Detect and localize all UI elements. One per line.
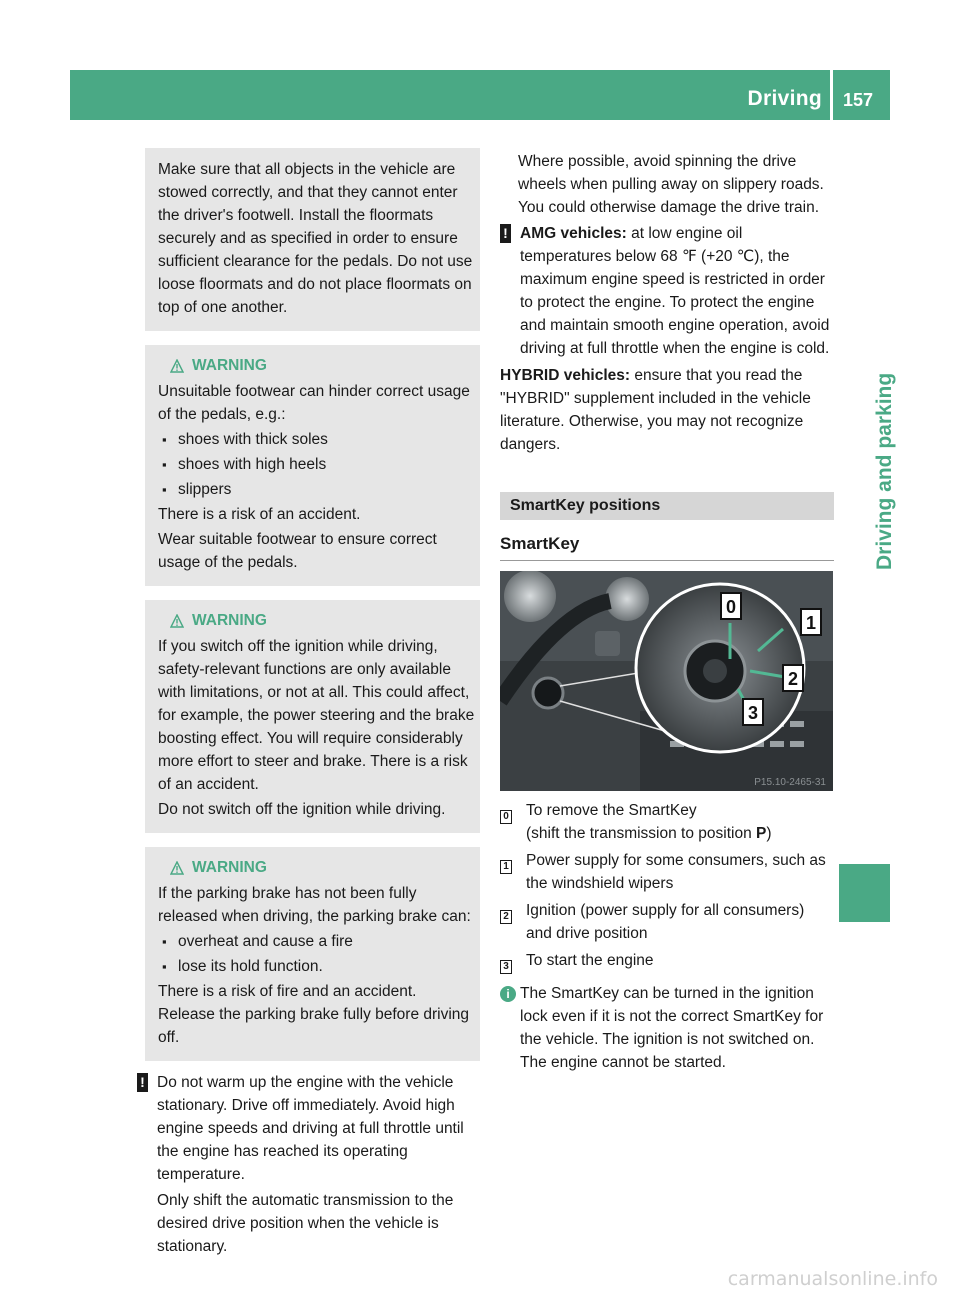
gauge-right [605, 577, 649, 621]
bullet-item: ▪ shoes with thick soles [162, 431, 328, 448]
floormat-notice [145, 148, 480, 331]
warning-heading [170, 354, 475, 377]
bullet-item: ▪ lose its hold function. [162, 958, 323, 975]
warning-triangle-icon [170, 861, 184, 875]
warning-footwear [145, 345, 480, 586]
warning-title: WARNING [192, 859, 267, 876]
list-item: 0 To remove the SmartKey (shift the transmission to position P) [500, 799, 834, 845]
exclamation-icon: ! [137, 1073, 148, 1092]
key-number-icon: 1 [500, 860, 512, 874]
sub-title: SmartKey [500, 532, 834, 561]
warning-title: WARNING [192, 357, 267, 374]
hybrid-note: HYBRID vehicles: ensure that you read the "HYBRID" supplement included in the vehicle literature. Otherwise, you may not recognize dangers. [500, 367, 811, 453]
warning-advice: Wear suitable footwear to ensure correct usage of the pedals. [158, 531, 437, 571]
warning-intro: Unsuitable footwear can hinder correct usage of the pedals, e.g.: [158, 383, 470, 423]
warning-triangle-icon [170, 614, 184, 628]
callout-3: 3 [747, 703, 759, 723]
bullet-item: ▪ shoes with high heels [162, 456, 327, 473]
callout-1: 1 [805, 613, 817, 633]
warning-advice: Do not switch off the ignition while driving. [158, 801, 446, 818]
smartkey-photo [500, 571, 833, 791]
list-item: 1 Power supply for some consumers, such as the windshield wipers [500, 849, 834, 895]
ignition-lock-small [533, 678, 563, 708]
bullet-item: ▪ slippers [162, 481, 232, 498]
warning-title: WARNING [192, 612, 267, 629]
header-divider [830, 70, 833, 120]
warning-body: If you switch off the ignition while driving, safety-relevant functions are only available with limitations, or not at all. This could affect, for example, the power steering and the brake boosting effect. You will require considerably more effort to steer and brake. There is a risk of an accident. [158, 638, 475, 793]
callout-2: 2 [787, 669, 799, 689]
page-number: 157 [843, 90, 874, 110]
bullet-item: ▪ overheat and cause a fire [162, 933, 353, 950]
floormat-text: Make sure that all objects in the vehicle are stowed correctly, and that they cannot enter the driver's footwell. Install the floormats securely and as specified in order to ensure sufficient clearance for the pedals. Do not use loose floormats and do not place floormats on top of one another. [158, 161, 473, 316]
info-icon: i [500, 986, 516, 1002]
spin-note: Where possible, avoid spinning the drive wheels when pulling away on slippery roads. You could otherwise damage the drive train. [518, 153, 824, 216]
note-text: AMG vehicles: at low engine oil temperatures below 68 ℉ (+20 ℃), the maximum engine speed is restricted in order to protect the engine. To protect the engine and maintain smooth engine operation, avoid driving at full throttle when the engine is cold. [520, 225, 830, 357]
key-number-icon: 2 [500, 910, 512, 924]
smartkey-illustration [500, 571, 833, 791]
side-tab-marker [839, 864, 890, 922]
list-item: 2 Ignition (power supply for all consumers) and drive position [500, 899, 834, 945]
warning-heading [170, 856, 475, 879]
warning-ignition [145, 600, 480, 833]
warning-triangle-icon [170, 359, 184, 373]
gauge-left [504, 571, 556, 622]
header-title: Driving [747, 87, 822, 110]
right-column [500, 150, 834, 1074]
note-text: Do not warm up the engine with the vehicle stationary. Drive off immediately. Avoid high engine speeds and driving at full throttle until the engine has reached its operating temperature. [157, 1074, 464, 1183]
key-number-icon: 3 [500, 960, 512, 974]
side-tab-label: Driving and parking [873, 372, 896, 570]
note-amg [500, 222, 834, 360]
warning-heading [170, 609, 475, 632]
warning-parking-brake [145, 847, 480, 1061]
info-note: i The SmartKey can be turned in the ignition lock even if it is not the correct SmartKey for the vehicle. The ignition is not switched on. The engine cannot be started. [500, 982, 834, 1074]
note-text: Only shift the automatic transmission to the desired drive position when the vehicle is stationary. [157, 1192, 454, 1255]
warning-intro: If the parking brake has not been fully released when driving, the parking brake can: [158, 885, 471, 925]
callout-0: 0 [725, 597, 737, 617]
note-warmup [137, 1071, 480, 1261]
left-column [140, 148, 480, 1261]
warning-risk: There is a risk of fire and an accident. Release the parking brake fully before driving off. [158, 983, 470, 1046]
list-item: 3 To start the engine [500, 949, 834, 976]
section-title: SmartKey positions [500, 492, 834, 520]
key-number-icon: 0 [500, 810, 512, 824]
exclamation-icon: ! [500, 224, 511, 243]
photo-code: P15.10-2465-31 [754, 777, 826, 788]
warning-risk: There is a risk of an accident. [158, 506, 361, 523]
watermark: carmanualsonline.info [727, 1268, 938, 1290]
